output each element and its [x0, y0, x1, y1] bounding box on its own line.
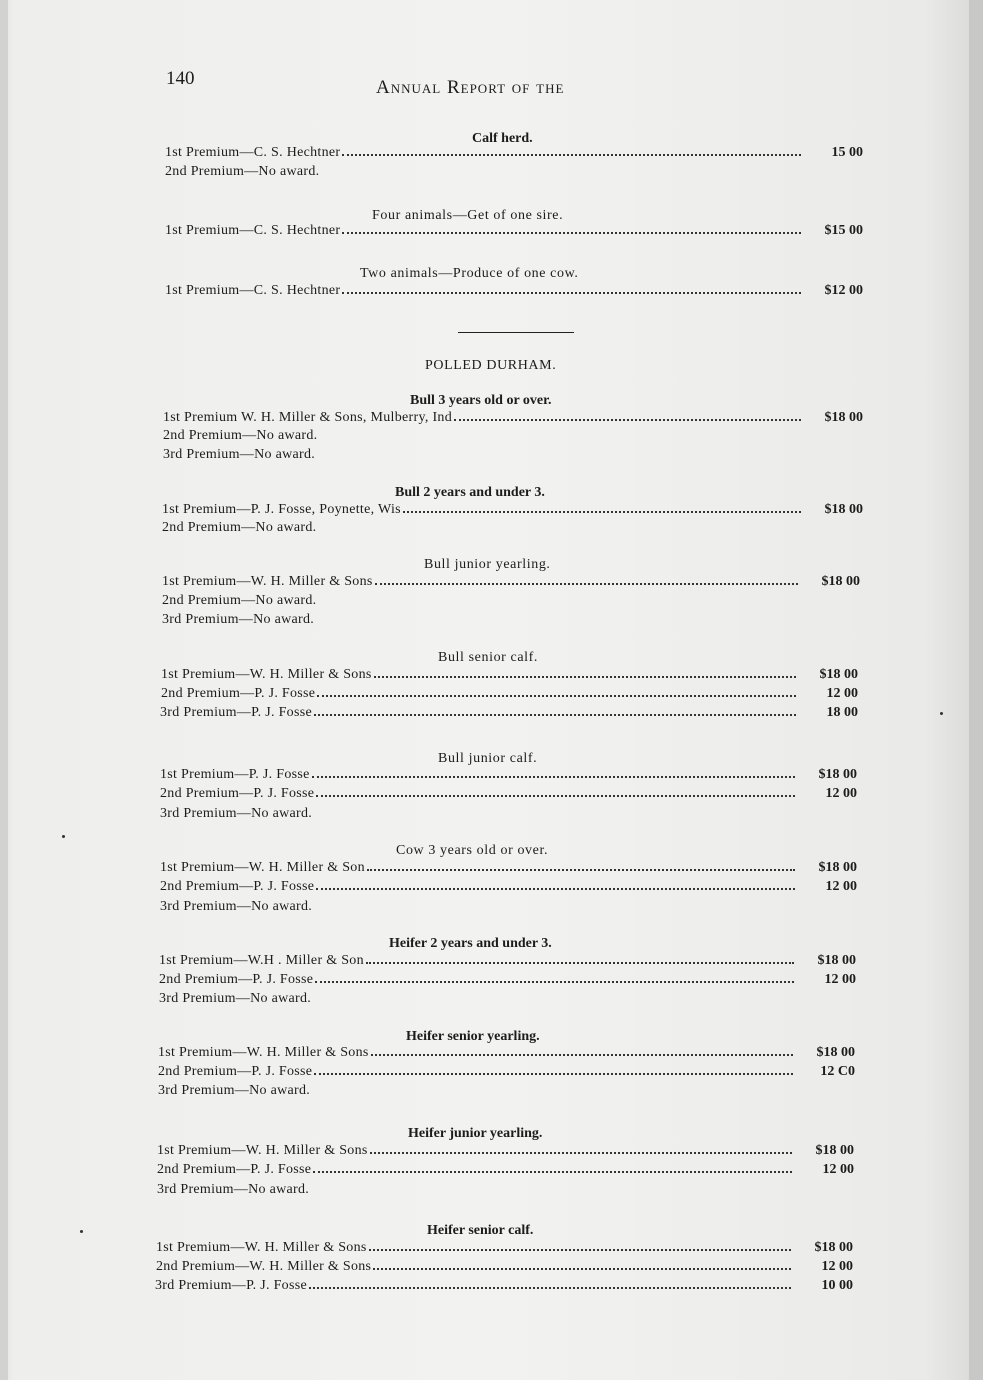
premium-amount: 12 00 [825, 879, 857, 894]
premium-row [165, 223, 863, 243]
premium-row [160, 767, 857, 787]
premium-amount: $18 00 [816, 1045, 855, 1060]
premium-label: 1st Premium—C. S. Hechtner [165, 145, 341, 160]
premium-label: 2nd Premium—No award. [163, 428, 318, 443]
premium-label: 3rd Premium—P. J. Fosse [155, 1278, 307, 1293]
print-speck [80, 1230, 83, 1233]
premium-amount: $18 00 [818, 767, 857, 782]
section-title-heifer-senior-calf: Heifer senior calf. [427, 1223, 534, 1238]
dot-leader [367, 869, 795, 871]
running-head: Annual Report of the [376, 77, 565, 98]
premium-row [158, 1045, 855, 1065]
premium-label: 2nd Premium—P. J. Fosse [161, 686, 316, 701]
dot-leader [375, 583, 798, 585]
premium-row [160, 899, 857, 919]
dot-leader [309, 1287, 791, 1289]
premium-amount: $15 00 [824, 223, 863, 238]
premium-label: 2nd Premium—No award. [165, 164, 320, 179]
premium-row [157, 1162, 854, 1182]
premium-row [155, 1278, 853, 1298]
section-title-bull-junior-calf: Bull junior calf. [438, 751, 538, 766]
premium-amount: $18 00 [817, 953, 856, 968]
premium-label: 1st Premium—C. S. Hechtner [165, 223, 341, 238]
premium-row [161, 667, 858, 687]
premium-amount: 15 00 [831, 145, 863, 160]
premium-row [157, 1182, 854, 1202]
premium-label: 2nd Premium—P. J. Fosse [157, 1162, 312, 1177]
print-speck [940, 712, 943, 715]
page-edge-left [0, 0, 8, 1380]
dot-leader [312, 776, 795, 778]
premium-label: 1st Premium—W. H. Miller & Sons [157, 1143, 368, 1158]
premium-row [159, 972, 856, 992]
page-edge-right [969, 0, 983, 1380]
premium-label: 2nd Premium—No award. [162, 593, 317, 608]
premium-label: 1st Premium—W.H . Miller & Son [159, 953, 364, 968]
premium-label: 1st Premium W. H. Miller & Sons, Mulberry, Ind [163, 410, 453, 425]
premium-amount: $18 00 [821, 574, 860, 589]
dot-leader [342, 154, 801, 156]
dot-leader [370, 1152, 792, 1154]
premium-label: 3rd Premium—No award. [158, 1083, 311, 1098]
dot-leader [454, 419, 801, 421]
section-divider [458, 332, 574, 333]
premium-label: 3rd Premium—No award. [160, 899, 313, 914]
premium-amount: $18 00 [818, 860, 857, 875]
premium-label: 2nd Premium—No award. [162, 520, 317, 535]
premium-amount: 12 00 [826, 686, 858, 701]
premium-amount: 10 00 [821, 1278, 853, 1293]
premium-row [156, 1240, 853, 1260]
premium-label: 2nd Premium—P. J. Fosse [158, 1064, 313, 1079]
premium-label: 3rd Premium—No award. [162, 612, 315, 627]
premium-amount: $18 00 [815, 1143, 854, 1158]
dot-leader [314, 1073, 793, 1075]
premium-row [158, 1064, 855, 1084]
dot-leader [315, 981, 794, 983]
premium-label: 2nd Premium—P. J. Fosse [159, 972, 314, 987]
premium-amount: 12 00 [821, 1259, 853, 1274]
premium-row [161, 686, 858, 706]
section-title-bull-junior-yearling: Bull junior yearling. [424, 557, 551, 572]
dot-leader [374, 676, 796, 678]
premium-amount: $18 00 [814, 1240, 853, 1255]
premium-label: 1st Premium—W. H. Miller & Sons [156, 1240, 367, 1255]
premium-label: 1st Premium—W. H. Miller & Son [160, 860, 365, 875]
dot-leader [342, 292, 801, 294]
premium-label: 1st Premium—W. H. Miller & Sons [158, 1045, 369, 1060]
premium-row [163, 410, 863, 430]
premium-row [163, 447, 863, 467]
dot-leader [316, 795, 795, 797]
premium-amount: 12 00 [825, 786, 857, 801]
print-speck [62, 835, 65, 838]
premium-label: 1st Premium—P. J. Fosse, Poynette, Wis [162, 502, 401, 517]
premium-row [165, 145, 863, 165]
section-title-heifer-2-years: Heifer 2 years and under 3. [389, 936, 552, 951]
premium-label: 3rd Premium—No award. [163, 447, 316, 462]
page-number: 140 [166, 68, 195, 89]
dot-leader [316, 888, 795, 890]
premium-label: 3rd Premium—No award. [157, 1182, 310, 1197]
premium-row [165, 164, 863, 184]
premium-row [159, 991, 856, 1011]
premium-amount: $18 00 [824, 502, 863, 517]
premium-amount: 12 C0 [820, 1064, 855, 1079]
premium-label: 3rd Premium—No award. [159, 991, 312, 1006]
dot-leader [373, 1268, 791, 1270]
section-title-bull-3-years: Bull 3 years old or over. [410, 393, 552, 408]
premium-label: 1st Premium—C. S. Hechtner [165, 283, 341, 298]
premium-row [160, 705, 858, 725]
premium-amount: $18 00 [824, 410, 863, 425]
dot-leader [314, 714, 796, 716]
dot-leader [403, 511, 801, 513]
section-title-bull-2-years: Bull 2 years and under 3. [395, 485, 545, 500]
section-title-heifer-senior-yearling: Heifer senior yearling. [406, 1029, 540, 1044]
premium-row [157, 1143, 854, 1163]
premium-amount: $18 00 [819, 667, 858, 682]
section-title-bull-senior-calf: Bull senior calf. [438, 650, 539, 665]
section-title-heifer-junior-yearling: Heifer junior yearling. [408, 1126, 543, 1141]
premium-amount: 18 00 [826, 705, 858, 720]
premium-row [160, 879, 857, 899]
premium-row [162, 502, 863, 522]
premium-row [160, 786, 857, 806]
premium-row [162, 593, 860, 613]
dot-leader [342, 232, 801, 234]
section-title-calf-herd: Calf herd. [472, 131, 533, 146]
premium-label: 2nd Premium—P. J. Fosse [160, 786, 315, 801]
premium-label: 3rd Premium—No award. [160, 806, 313, 821]
premium-label: 1st Premium—W. H. Miller & Sons [162, 574, 373, 589]
premium-label: 3rd Premium—P. J. Fosse [160, 705, 312, 720]
premium-row [158, 1083, 855, 1103]
premium-row [162, 612, 860, 632]
dot-leader [371, 1054, 793, 1056]
dot-leader [369, 1249, 791, 1251]
premium-label: 1st Premium—P. J. Fosse [160, 767, 310, 782]
premium-label: 1st Premium—W. H. Miller & Sons [161, 667, 372, 682]
premium-row [163, 428, 863, 448]
premium-amount: $12 00 [824, 283, 863, 298]
premium-label: 2nd Premium—P. J. Fosse [160, 879, 315, 894]
section-title-two-animals: Two animals—Produce of one cow. [360, 266, 579, 281]
section-title-four-animals: Four animals—Get of one sire. [372, 208, 564, 223]
premium-row [162, 574, 860, 594]
dot-leader [313, 1171, 792, 1173]
dot-leader [366, 962, 794, 964]
premium-row [160, 806, 857, 826]
premium-row [162, 520, 863, 540]
section-title-cow-3-years: Cow 3 years old or over. [396, 843, 549, 858]
breed-heading: POLLED DURHAM. [425, 358, 557, 373]
premium-amount: 12 00 [824, 972, 856, 987]
premium-row [156, 1259, 853, 1279]
premium-row [159, 953, 856, 973]
premium-row [160, 860, 857, 880]
dot-leader [317, 695, 796, 697]
premium-amount: 12 00 [822, 1162, 854, 1177]
premium-label: 2nd Premium—W. H. Miller & Sons [156, 1259, 372, 1274]
premium-row [165, 283, 863, 303]
